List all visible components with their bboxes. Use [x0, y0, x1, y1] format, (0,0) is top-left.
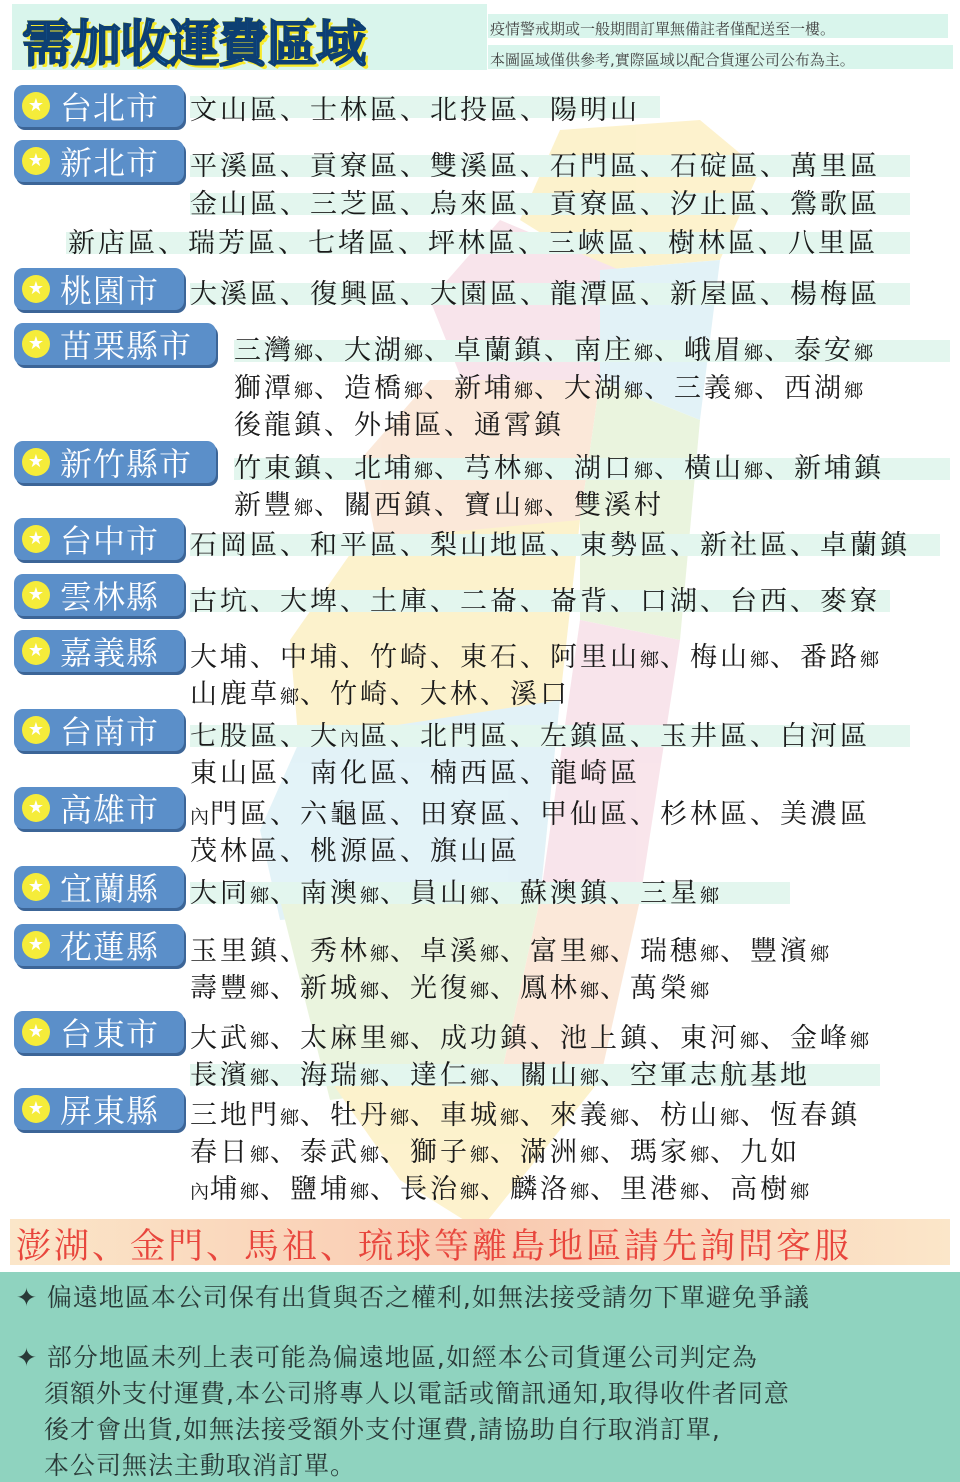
footer-note-2 — [16, 1338, 758, 1374]
header-note-disclaimer: 本圖區域僅供參考,實際區域以配合貨運公司公布為主。 — [490, 51, 855, 69]
star-icon: ★ — [22, 581, 50, 609]
area-line: 玉里鎮、秀林鄉、卓溪鄉、富里鄉、瑞穗鄉、豐濱鄉 — [190, 936, 831, 967]
area-line: 新豐鄉、關西鎮、寶山鄉、雙溪村 — [234, 490, 665, 521]
page-title: 需加收運費區域 — [22, 15, 365, 73]
star-icon: ★ — [22, 1018, 50, 1046]
region-pill-kaohsiung — [14, 787, 184, 829]
star-icon: ★ — [22, 275, 50, 303]
area-line: 文山區、士林區、北投區、陽明山 — [190, 95, 640, 126]
region-pill-tainan — [14, 709, 184, 751]
area-line: 春日鄉、泰武鄉、獅子鄉、滿洲鄉、瑪家鄉、九如 — [190, 1137, 801, 1168]
region-name: 苗栗縣市 — [60, 327, 193, 365]
region-name: 嘉義縣 — [60, 634, 160, 672]
area-line: 壽豐鄉、新城鄉、光復鄉、鳳林鄉、萬榮鄉 — [190, 973, 711, 1004]
region-pill-taichung — [14, 518, 184, 560]
region-pill-new-taipei — [14, 140, 184, 182]
star-icon: ★ — [22, 873, 50, 901]
region-pill-taipei — [14, 85, 184, 127]
star-icon: ★ — [22, 1095, 50, 1123]
footer-note-line: 本公司無法主動取消訂單。 — [44, 1451, 357, 1480]
area-line: 內門區、六龜區、田寮區、甲仙區、杉林區、美濃區 — [190, 799, 871, 830]
footer-note-line: 須額外支付運費,本公司將專人以電話或簡訊通知,取得收件者同意 — [44, 1379, 790, 1408]
star-bullet-icon: ✦ — [16, 1283, 38, 1312]
star-icon: ★ — [22, 92, 50, 120]
star-icon: ★ — [22, 794, 50, 822]
region-name: 台南市 — [60, 713, 160, 751]
region-pill-hualien — [14, 924, 184, 966]
area-line: 大埔、中埔、竹崎、東石、阿里山鄉、梅山鄉、番路鄉 — [190, 642, 881, 673]
area-line: 金山區、三芝區、烏來區、貢寮區、汐止區、鶯歌區 — [190, 189, 880, 220]
star-icon: ★ — [22, 147, 50, 175]
region-name: 台中市 — [60, 522, 160, 560]
footer-note-line: 後才會出貨,如無法接受額外支付運費,請協助自行取消訂單, — [44, 1415, 721, 1444]
region-pill-miaoli — [14, 323, 216, 365]
footer-note-text: 偏遠地區本公司保有出貨與否之權利,如無法接受請勿下單避免爭議 — [46, 1283, 810, 1312]
region-name: 高雄市 — [60, 791, 160, 829]
star-bullet-icon: ✦ — [16, 1343, 38, 1372]
star-icon: ★ — [22, 448, 50, 476]
region-name: 新竹縣市 — [60, 445, 193, 483]
header-note-delivery: 疫情警戒期或一般期間訂單無備註者僅配送至一樓。 — [490, 20, 836, 38]
region-name: 宜蘭縣 — [60, 870, 160, 908]
islands-notice: 澎湖、金門、馬祖、琉球等離島地區請先詢問客服 — [16, 1227, 853, 1267]
area-line: 山鹿草鄉、竹崎、大林、溪口 — [190, 679, 571, 710]
region-pill-yilan — [14, 866, 184, 908]
area-line: 三地門鄉、牡丹鄉、車城鄉、來義鄉、枋山鄉、恆春鎮 — [190, 1100, 861, 1131]
footer-note-text: 部分地區未列上表可能為偏遠地區,如經本公司貨運公司判定為 — [46, 1343, 758, 1372]
region-pill-hsinchu — [14, 441, 216, 483]
area-line: 石岡區、和平區、梨山地區、東勢區、新社區、卓蘭鎮 — [190, 530, 910, 561]
area-line: 大溪區、復興區、大園區、龍潭區、新屋區、楊梅區 — [190, 279, 880, 310]
star-icon: ★ — [22, 525, 50, 553]
area-line: 七股區、大內區、北門區、左鎮區、玉井區、白河區 — [190, 721, 871, 752]
star-icon: ★ — [22, 637, 50, 665]
area-line: 後龍鎮、外埔區、通霄鎮 — [234, 410, 564, 441]
region-name: 桃園市 — [60, 272, 160, 310]
star-icon: ★ — [22, 330, 50, 358]
region-name: 花蓮縣 — [60, 928, 160, 966]
region-pill-taitung — [14, 1011, 184, 1053]
region-pill-yunlin — [14, 574, 184, 616]
area-line: 新店區、瑞芳區、七堵區、坪林區、三峽區、樹林區、八里區 — [68, 228, 878, 259]
area-line: 內埔鄉、鹽埔鄉、長治鄉、麟洛鄉、里港鄉、高樹鄉 — [190, 1174, 811, 1205]
region-name: 新北市 — [60, 144, 160, 182]
area-line: 竹東鎮、北埔鄉、芎林鄉、湖口鄉、橫山鄉、新埔鎮 — [234, 453, 885, 484]
region-name: 屏東縣 — [60, 1092, 160, 1130]
region-pill-taoyuan — [14, 268, 184, 310]
area-line: 三灣鄉、大湖鄉、卓蘭鎮、南庄鄉、峨眉鄉、泰安鄉 — [234, 335, 875, 366]
area-line: 獅潭鄉、造橋鄉、新埔鄉、大湖鄉、三義鄉、西湖鄉 — [234, 373, 865, 404]
region-name: 台北市 — [60, 89, 160, 127]
area-line: 大武鄉、太麻里鄉、成功鎮、池上鎮、東河鄉、金峰鄉 — [190, 1023, 871, 1054]
area-line: 古坑、大埤、土庫、二崙、崙背、口湖、台西、麥寮 — [190, 586, 880, 617]
region-name: 台東市 — [60, 1015, 160, 1053]
area-line: 平溪區、貢寮區、雙溪區、石門區、石碇區、萬里區 — [190, 151, 880, 182]
star-icon: ★ — [22, 931, 50, 959]
area-line: 大同鄉、南澳鄉、員山鄉、蘇澳鎮、三星鄉 — [190, 878, 721, 909]
footer-note-1 — [16, 1278, 810, 1314]
area-line: 東山區、南化區、楠西區、龍崎區 — [190, 758, 640, 789]
region-pill-chiayi — [14, 630, 184, 672]
region-pill-pingtung — [14, 1088, 184, 1130]
region-name: 雲林縣 — [60, 578, 160, 616]
star-icon: ★ — [22, 716, 50, 744]
area-line: 茂林區、桃源區、旗山區 — [190, 836, 520, 867]
area-line: 長濱鄉、海瑞鄉、達仁鄉、關山鄉、空軍志航基地 — [190, 1060, 811, 1091]
